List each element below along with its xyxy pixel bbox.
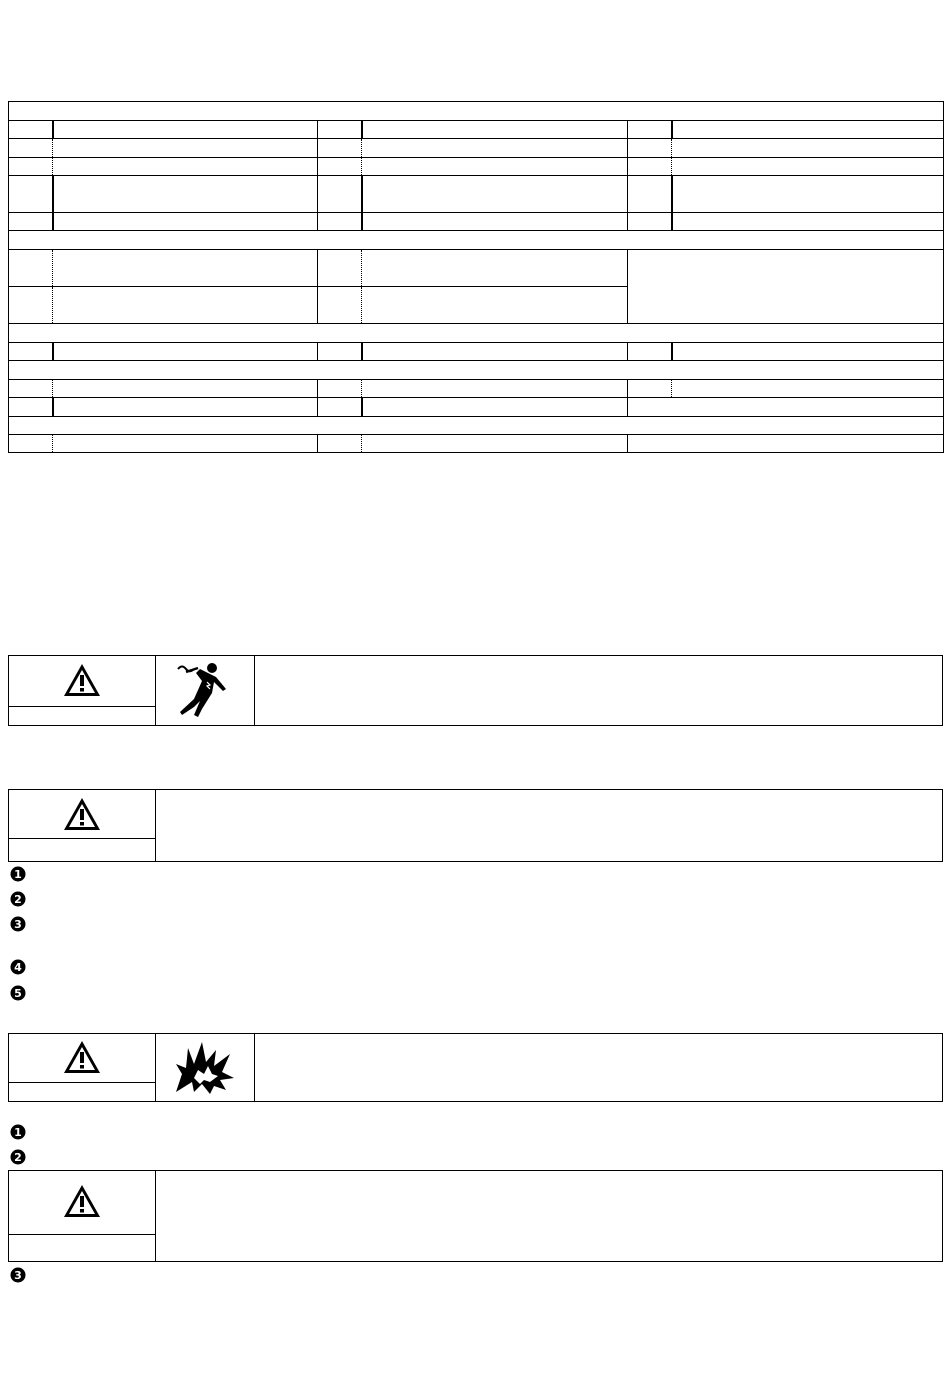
table-row: [9, 213, 944, 231]
table-cell-number: [9, 287, 53, 324]
svg-text:4: 4: [14, 961, 22, 974]
table-cell-value: [672, 380, 944, 398]
table-cell-number: [628, 343, 672, 361]
table-cell-number: [9, 213, 53, 231]
table-cell-value: [362, 139, 628, 158]
table-cell-value: [362, 121, 628, 139]
table-section-header: [9, 417, 944, 435]
table-cell-value: [53, 213, 318, 231]
table-cell-number: [9, 398, 53, 417]
table-cell-value: [53, 121, 318, 139]
table-cell-number: [318, 380, 362, 398]
warning-electric-shock: [8, 655, 943, 726]
svg-text:2: 2: [14, 893, 22, 906]
table-row: [9, 435, 944, 453]
table-row: [9, 121, 944, 139]
svg-text:2: 2: [14, 1151, 22, 1164]
table-cell-number: [9, 343, 53, 361]
table-cell-number: [318, 287, 362, 324]
warning-symbol-cell: [9, 790, 156, 861]
table-row: [9, 250, 944, 287]
table-cell-value: [362, 287, 628, 324]
warning-pictogram-cell: [156, 1034, 255, 1101]
table-cell-number: [9, 435, 53, 453]
step-5-icon: [9, 984, 27, 1002]
table-cell-value: [53, 287, 318, 324]
table-cell-value: [362, 435, 628, 453]
step-2-icon: [9, 890, 27, 908]
table-cell-number: [318, 398, 362, 417]
table-cell-value: [362, 398, 628, 417]
table-cell-value: [672, 139, 944, 158]
table-row: [9, 139, 944, 158]
table-cell-value: [53, 158, 318, 176]
list-item: [9, 1266, 939, 1284]
specifications-table: [8, 101, 944, 453]
table-row: [9, 398, 944, 417]
table-cell-value: [53, 343, 318, 361]
signal-word: [9, 706, 155, 725]
table-row: [9, 343, 944, 361]
table-cell-number: [318, 250, 362, 287]
warning-general: [8, 789, 943, 862]
table-cell-value: [362, 213, 628, 231]
warning-pictogram-cell: [156, 656, 255, 725]
electric-shock-icon: [174, 663, 238, 719]
table-cell-number: [628, 139, 672, 158]
table-cell-number: [628, 176, 672, 213]
table-cell-number: [318, 158, 362, 176]
table-cell-number: [628, 213, 672, 231]
warning-general-2: [8, 1170, 943, 1262]
list-item: [9, 865, 939, 883]
list-item: [9, 984, 939, 1002]
table-cell-value: [53, 435, 318, 453]
table-cell-number: [9, 176, 53, 213]
warning-triangle-icon: [62, 1183, 102, 1219]
table-cell-number: [318, 435, 362, 453]
table-cell-number: [318, 213, 362, 231]
warning-triangle-icon: [62, 662, 102, 698]
table-cell-value: [362, 343, 628, 361]
list-item: [9, 890, 939, 908]
table-section-header: [9, 324, 944, 343]
step-3-icon: [9, 915, 27, 933]
svg-text:3: 3: [14, 918, 22, 931]
signal-word: [9, 1082, 155, 1101]
svg-text:1: 1: [14, 1126, 22, 1139]
step-1-icon: [9, 1123, 27, 1141]
signal-word: [9, 838, 155, 861]
table-row: [9, 176, 944, 213]
table-cell-number: [9, 121, 53, 139]
table-section-header: [9, 102, 944, 121]
table-cell-number: [318, 176, 362, 213]
table-cell-value: [53, 176, 318, 213]
table-row: [9, 158, 944, 176]
table-cell-value: [672, 176, 944, 213]
table-cell-value: [672, 158, 944, 176]
table-cell-value: [53, 250, 318, 287]
table-cell-number: [9, 139, 53, 158]
step-3-icon: [9, 1266, 27, 1284]
table-cell-number: [9, 250, 53, 287]
table-cell-value: [53, 398, 318, 417]
svg-text:3: 3: [14, 1269, 22, 1282]
table-row: [9, 380, 944, 398]
table-cell-number: [628, 380, 672, 398]
warning-symbol-cell: [9, 1171, 156, 1261]
warning-explosion: [8, 1033, 943, 1102]
svg-text:1: 1: [14, 868, 22, 881]
table-cell-number: [318, 139, 362, 158]
explosion-icon: [174, 1040, 236, 1094]
step-1-icon: [9, 865, 27, 883]
signal-word: [9, 1234, 155, 1261]
table-cell-merged: [628, 398, 944, 417]
table-cell-number: [9, 158, 53, 176]
svg-text:5: 5: [14, 987, 22, 1000]
table-cell-value: [362, 176, 628, 213]
table-cell-number: [318, 343, 362, 361]
table-cell-merged: [628, 250, 944, 324]
list-item: [9, 1148, 939, 1166]
list-item: [9, 1123, 939, 1141]
table-cell-number: [9, 380, 53, 398]
table-cell-value: [672, 213, 944, 231]
table-cell-value: [362, 250, 628, 287]
warning-symbol-cell: [9, 1034, 156, 1101]
list-item: [9, 915, 939, 933]
table-cell-value: [53, 139, 318, 158]
list-item: [9, 958, 939, 976]
warning-symbol-cell: [9, 656, 156, 725]
table-cell-number: [318, 121, 362, 139]
warning-triangle-icon: [62, 1039, 102, 1075]
table-cell-number: [628, 158, 672, 176]
table-cell-value: [672, 121, 944, 139]
table-cell-merged: [628, 435, 944, 453]
table-section-header: [9, 361, 944, 380]
table-cell-value: [672, 343, 944, 361]
table-cell-value: [362, 380, 628, 398]
step-4-icon: [9, 958, 27, 976]
table-cell-value: [53, 380, 318, 398]
warning-triangle-icon: [62, 796, 102, 832]
table-cell-value: [362, 158, 628, 176]
table-cell-number: [628, 121, 672, 139]
table-section-header: [9, 231, 944, 250]
step-2-icon: [9, 1148, 27, 1166]
